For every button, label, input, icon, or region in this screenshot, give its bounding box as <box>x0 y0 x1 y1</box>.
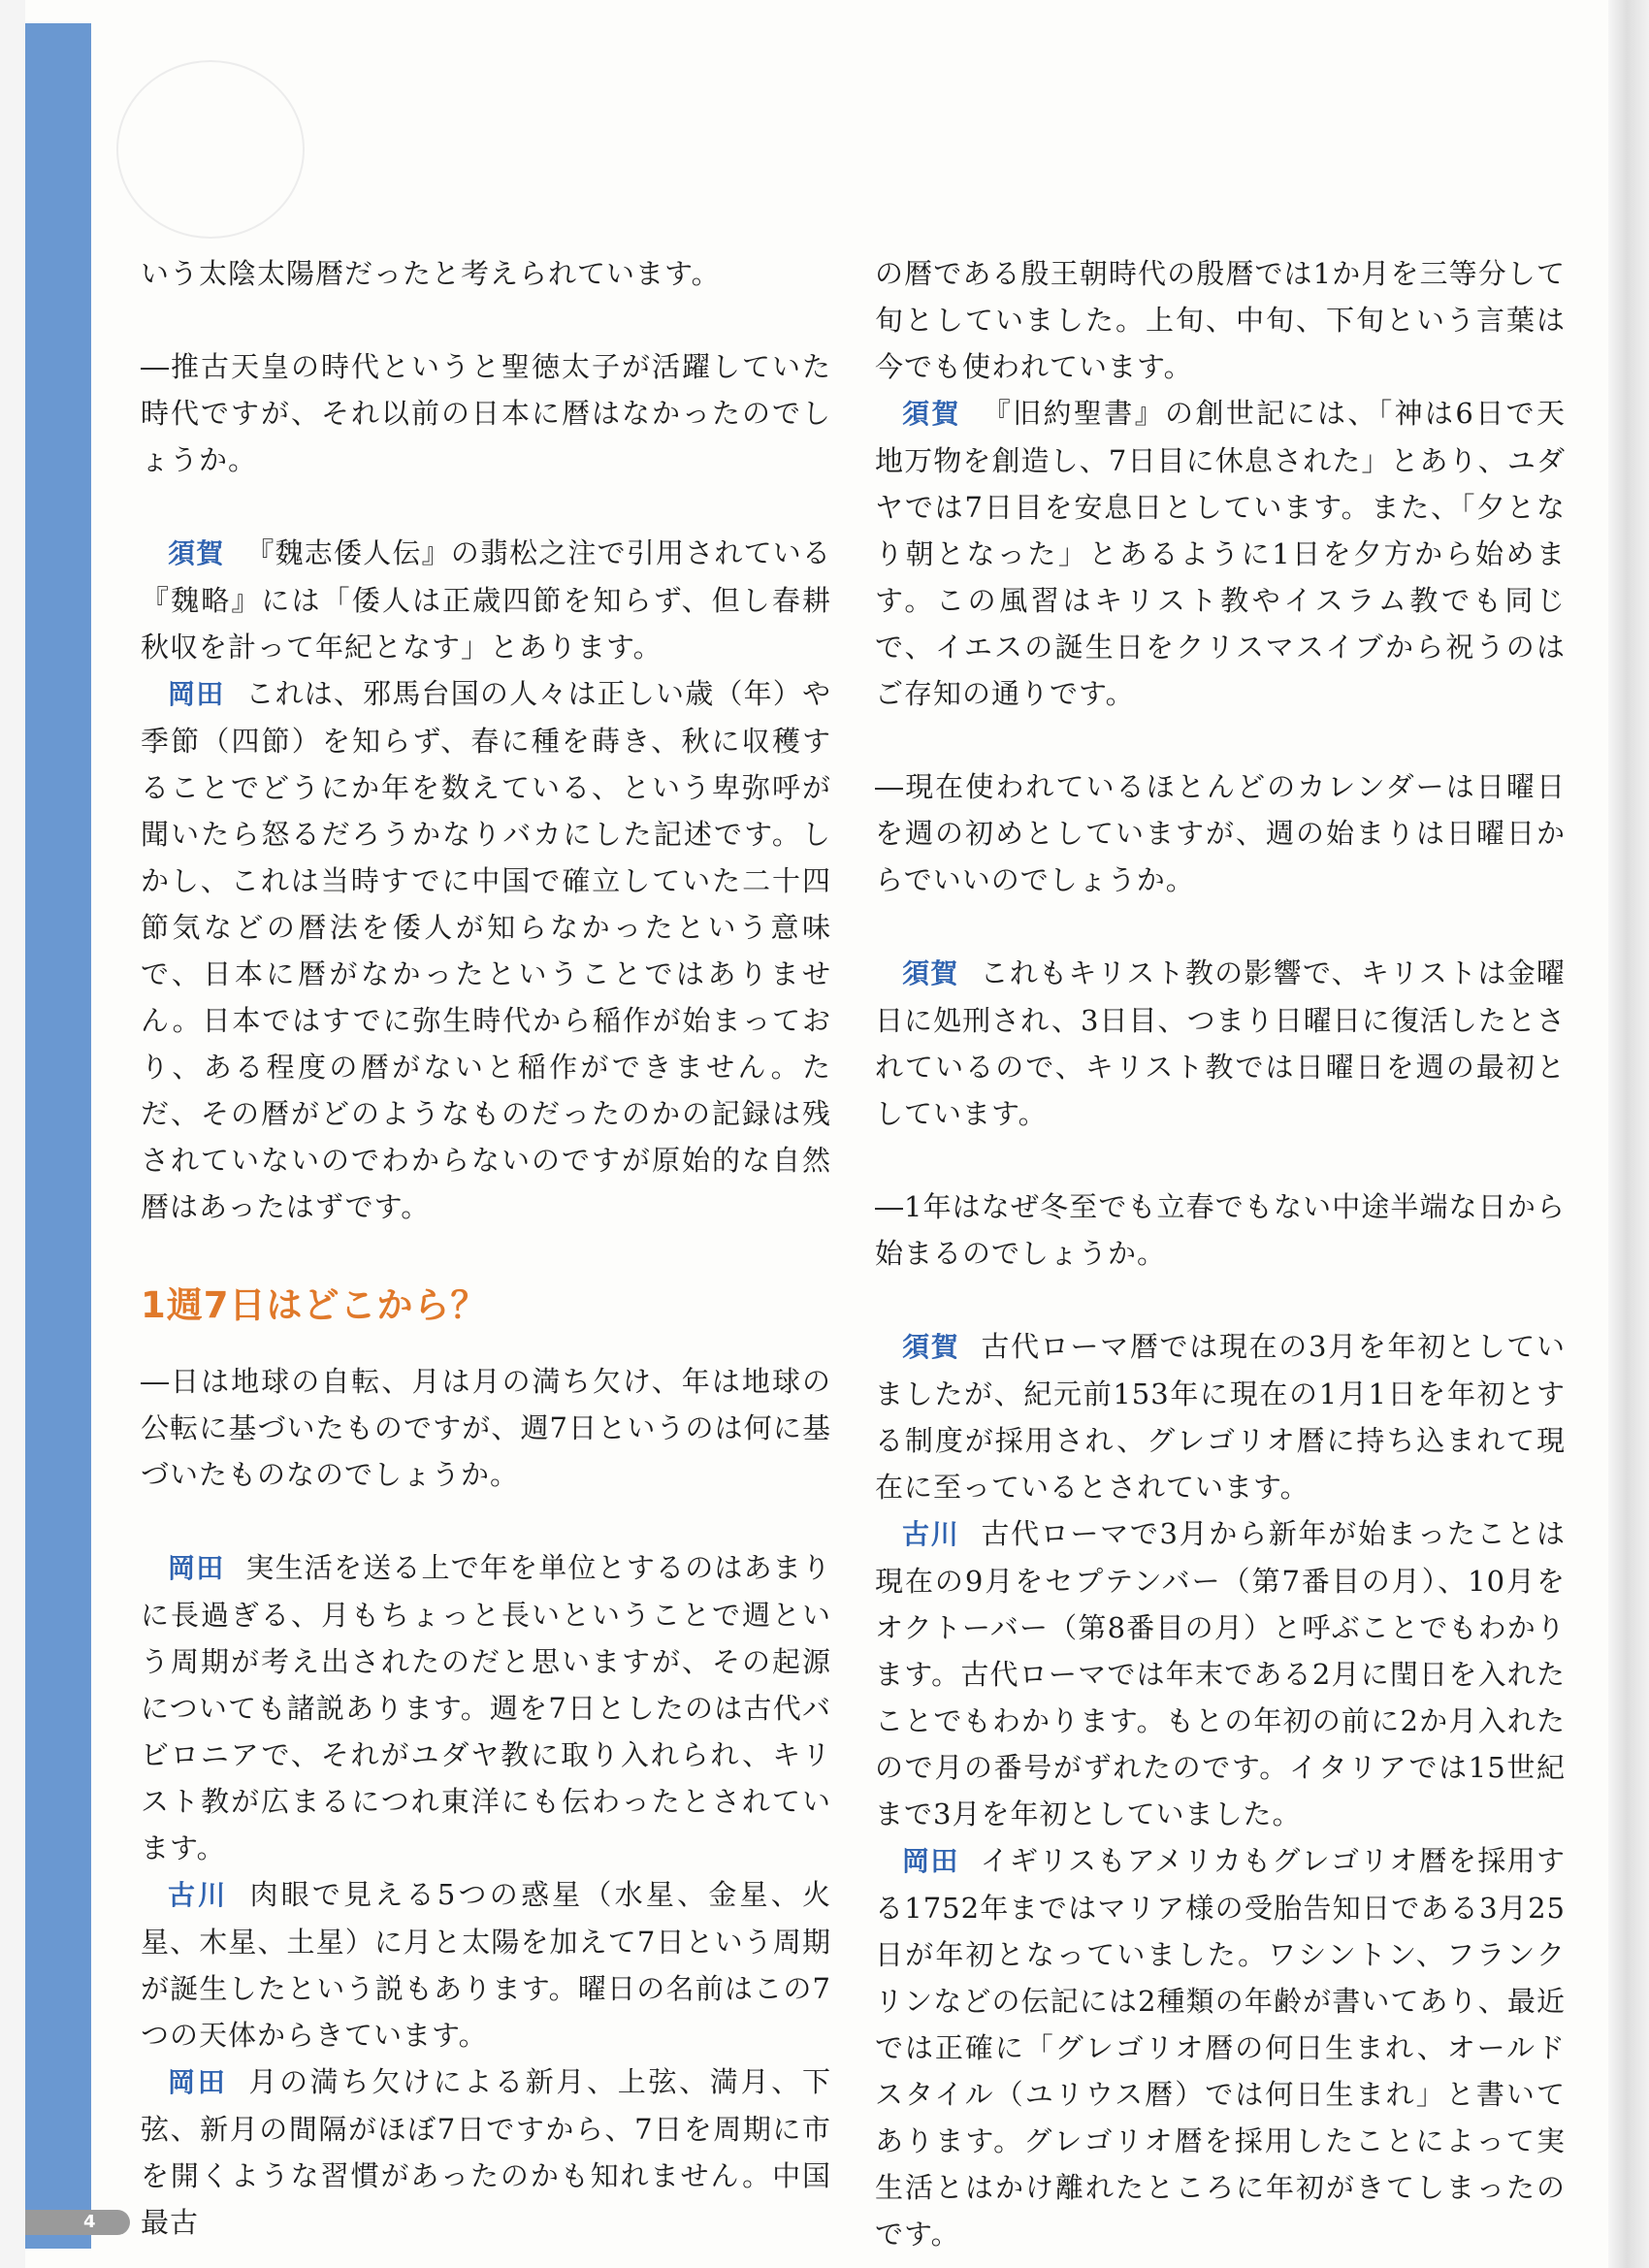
paragraph: いう太陰太陽暦だったと考えられています。 <box>141 257 721 290</box>
speaker-label: 古川 <box>168 1879 229 1911</box>
paragraph <box>875 950 1566 1137</box>
paragraph-text: これもキリスト教の影響で、キリストは金曜日に処刑され、3日目、つまり日曜日に復活したとされているので、キリスト教では日曜日を週の最初としています。 <box>875 956 1566 1130</box>
paragraph <box>875 1323 1566 1510</box>
paragraph-text: 古代ローマ暦では現在の3月を年初としていましたが、紀元前153年に現在の1月1日を年初とする制度が採用され、グレゴリオ暦に持ち込まれて現在に至っているとされています。 <box>875 1330 1566 1504</box>
paragraph-text: 肉眼で見える5つの惑星（水星、金星、火星、木星、土星）に月と太陽を加えて7日という周期が誕生したという説もあります。曜日の名前はこの7つの天体からきています。 <box>141 1878 831 2052</box>
paragraph-text: 『魏志倭人伝』の翡松之注で引用されている『魏略』には「倭人は正歳四節を知らず、但し春耕秋収を計って年紀となす」とあります。 <box>141 536 831 664</box>
speaker-label: 岡田 <box>902 1845 959 1877</box>
paragraph: の暦である殷王朝時代の殷暦では1か月を三等分して旬としていました。上旬、中旬、下旬という言葉は今でも使われています。 <box>875 257 1566 383</box>
interviewer-question: ―推古天皇の時代というと聖徳太子が活躍していた時代ですが、それ以前の日本に暦はなかったのでしょうか。 <box>141 350 831 476</box>
page-number-tab <box>25 2210 130 2235</box>
interviewer-question: ―1年はなぜ冬至でも立春でもない中途半端な日から始まるのでしょうか。 <box>875 1190 1566 1270</box>
paragraph-text: イギリスもアメリカもグレゴリオ暦を採用する1752年まではマリア様の受胎告知日である3月25日が年初となっていました。ワシントン、フランクリンなどの伝記には2種類の年齢が書いてあり、最近では正確に「グレゴリオ暦の何日生まれ、オールドスタイル（ユリウス暦）では何日生まれ」と書いてあります。グレゴリオ暦を採用したことによって実生活とはかけ離れたところに年初がきてしまったのです。 <box>875 1844 1566 2251</box>
paragraph-text: 古代ローマで3月から新年が始まったことは現在の9月をセプテンバー（第7番目の月）、10月をオクトーバー（第8番目の月）と呼ぶことでもわかります。古代ローマでは年末である2月に閏日を入れたことでもわかります。もとの年初の前に2か月入れたので月の番号がずれたのです。イタリアでは15世紀まで3月を年初としていました。 <box>875 1517 1566 1831</box>
page-number: 4 <box>83 2212 96 2232</box>
speaker-label: 須賀 <box>902 957 959 989</box>
speaker-label: 須賀 <box>902 1331 960 1363</box>
paragraph <box>875 1510 1566 1837</box>
paragraph <box>141 1544 831 1871</box>
speaker-label: 岡田 <box>168 2066 228 2098</box>
faded-badge-circle <box>116 60 305 239</box>
speaker-label: 須賀 <box>902 398 961 430</box>
paragraph <box>141 530 831 670</box>
speaker-label: 須賀 <box>168 537 225 569</box>
left-column <box>141 250 831 2246</box>
paragraph-text: これは、邪馬台国の人々は正しい歳（年）や季節（四節）を知らず、春に種を蒔き、秋に収穫することでどうにか年を数えている、という卑弥呼が聞いたら怒るだろうかなりバカにした記述です。しかし、これは当時すでに中国で確立していた二十四節気などの暦法を倭人が知らなかったという意味で、日本に暦がなかったということではありません。日本ではすでに弥生時代から稲作が始まっており、ある程度の暦がないと稲作ができません。ただ、その暦がどのようなものだったのかの記録は残されていないのでわからないのですが原始的な自然暦はあったはずです。 <box>141 677 831 1223</box>
section-heading: 1週7日はどこから？ <box>141 1284 488 1326</box>
interviewer-question: ―日は地球の自転、月は月の満ち欠け、年は地球の公転に基づいたものですが、週7日というのは何に基づいたものなのでしょうか。 <box>141 1365 831 1491</box>
paragraph <box>875 390 1566 717</box>
speaker-label: 岡田 <box>168 678 225 710</box>
right-column <box>875 250 1566 2257</box>
blue-side-band <box>25 23 91 2249</box>
page-gutter-shadow <box>1608 0 1649 2268</box>
scan-margin <box>0 0 25 2268</box>
paragraph-text: 実生活を送る上で年を単位とするのはあまりに長過ぎる、月もちょっと長いということで週という周期が考え出されたのだと思いますが、その起源についても諸説あります。週を7日としたのは古代バビロニアで、それがユダヤ教に取り入れられ、キリスト教が広まるにつれ東洋にも伝わったとされています。 <box>141 1551 831 1864</box>
paragraph-text: 月の満ち欠けによる新月、上弦、満月、下弦、新月の間隔がほぼ7日ですから、7日を周期に市を開くような習慣があったのかも知れません。中国最古 <box>141 2065 831 2239</box>
speaker-label: 古川 <box>902 1518 960 1550</box>
paragraph-text: 『旧約聖書』の創世記には、「神は6日で天地万物を創造し、7日目に休息された」とあり、ユダヤでは7日目を安息日としています。また、「夕となり朝となった」とあるように1日を夕方から始めます。この風習はキリスト教やイスラム教でも同じで、イエスの誕生日をクリスマスイブから祝うのはご存知の通りです。 <box>875 397 1566 710</box>
speaker-label: 岡田 <box>168 1552 225 1584</box>
paragraph <box>141 2058 831 2246</box>
interviewer-question: ―現在使われているほとんどのカレンダーは日曜日を週の初めとしていますが、週の始まりは日曜日からでいいのでしょうか。 <box>875 770 1566 896</box>
paragraph <box>141 670 831 1230</box>
paragraph <box>141 1871 831 2058</box>
paragraph <box>875 1837 1566 2257</box>
